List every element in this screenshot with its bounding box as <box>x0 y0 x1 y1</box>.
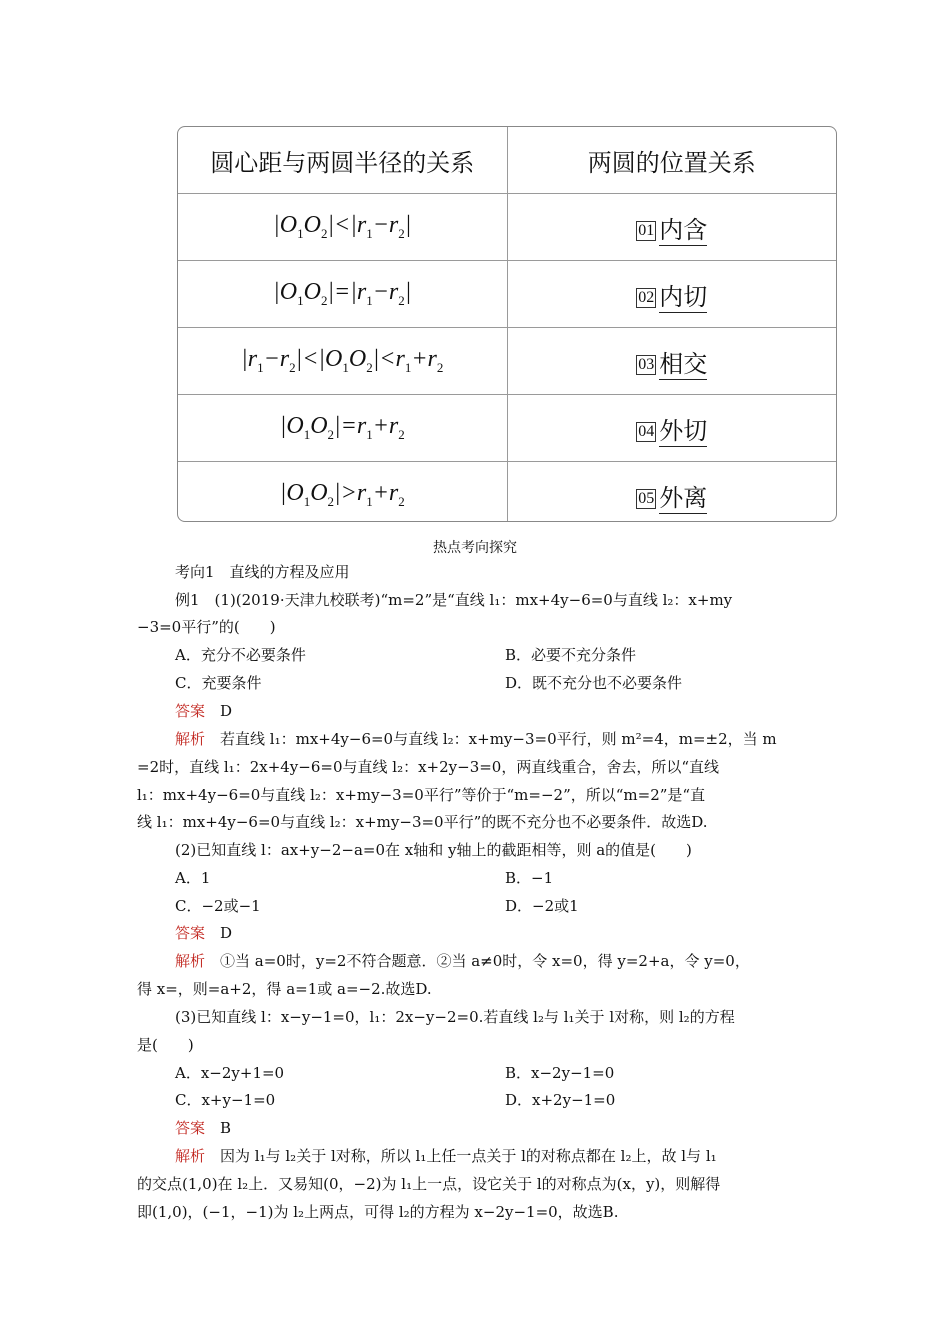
ex3-option-d: D．x+2y−1=0 <box>505 1091 616 1109</box>
ex3-analysis-line1 <box>175 1146 717 1166</box>
table-row <box>178 328 836 395</box>
ex1-option-b: B．必要不充分条件 <box>505 646 637 664</box>
answer-label: 答案 <box>175 1119 206 1137</box>
table-row <box>178 395 836 462</box>
ex3-option-b: B．x−2y−1=0 <box>505 1064 615 1082</box>
table-row <box>178 194 836 261</box>
relation-label: 外离 <box>659 483 708 512</box>
answer-value: D <box>220 702 233 720</box>
table-header-distance: 圆心距与两圆半径的关系 <box>178 127 507 194</box>
analysis-label: 解析 <box>175 730 206 748</box>
analysis-label: 解析 <box>175 952 206 970</box>
ex2-analysis-line2: 得 x=，则=a+2，得 a=1或 a=−2.故选D. <box>137 980 432 998</box>
answer-label: 答案 <box>175 924 206 942</box>
relation-label: 内含 <box>659 215 708 244</box>
ex1-question-line2: −3=0平行”的( ) <box>137 618 276 636</box>
relation-cell <box>507 328 836 395</box>
ex2-analysis-line1 <box>175 951 750 971</box>
ex3-analysis-line2: 的交点(1,0)在 l₂上．又易知(0，−2)为 l₁上一点，设它关于 l的对称点为(x，y)，则解得 <box>137 1175 721 1193</box>
ex1-question-line1: 例1 (1)(2019·天津九校联考)“m=2”是“直线 l₁：mx+4y−6=0与直线 l₂：x+my <box>175 591 733 609</box>
direction-heading: 考向1 直线的方程及应用 <box>175 563 350 581</box>
relation-cell <box>507 194 836 261</box>
relation-cell <box>507 462 836 523</box>
ex1-analysis-line2: =2时，直线 l₁：2x+4y−6=0与直线 l₂：x+2y−3=0，两直线重合，舍去，所以“直线 <box>137 758 720 776</box>
analysis-label: 解析 <box>175 1147 206 1165</box>
blank-number: 03 <box>638 355 655 373</box>
ex2-question-line1: (2)已知直线 l：ax+y−2−a=0在 x轴和 y轴上的截距相等，则 a的值是( ) <box>175 841 692 859</box>
ex3-option-c: C．x+y−1=0 <box>175 1091 276 1109</box>
relation-cell <box>507 261 836 328</box>
relation-label: 相交 <box>659 349 708 378</box>
table-row <box>178 261 836 328</box>
ex3-answer <box>175 1118 231 1138</box>
table-row <box>178 462 836 523</box>
section-title: 热点考向探究 <box>433 540 517 556</box>
ex1-analysis-line4: 线 l₁：mx+4y−6=0与直线 l₂：x+my−3=0平行”的既不充分也不必要条件．故选D. <box>137 813 708 831</box>
ex2-option-a: A．1 <box>175 869 211 887</box>
relation-table <box>177 126 837 522</box>
relation-label: 内切 <box>659 282 708 311</box>
formula-cell: $|r_1-r_2|<|O_1O_2|<r_1+r_2$ <box>178 328 507 395</box>
ex3-option-a: A．x−2y+1=0 <box>175 1064 285 1082</box>
ex1-option-c: C．充要条件 <box>175 674 262 692</box>
ex1-option-a: A．充分不必要条件 <box>175 646 306 664</box>
analysis-text: 若直线 l₁：mx+4y−6=0与直线 l₂：x+my−3=0平行，则 m²=4，m=±2，当 m <box>220 730 777 748</box>
formula-cell: $|O_1O_2|=|r_1-r_2|$ <box>178 261 507 328</box>
blank-number: 05 <box>638 489 655 507</box>
answer-value: B <box>220 1119 232 1137</box>
ex1-analysis-line3: l₁：mx+4y−6=0与直线 l₂：x+my−3=0平行”等价于“m=−2”，所以“m=2”是“直 <box>137 786 706 804</box>
ex2-option-b: B．−1 <box>505 869 554 887</box>
blank-number: 01 <box>638 221 655 239</box>
ex2-option-c: C．−2或−1 <box>175 897 261 915</box>
formula-cell: $|O_1O_2|<|r_1-r_2|$ <box>178 194 507 261</box>
ex2-answer <box>175 923 232 943</box>
ex3-question-line1: (3)已知直线 l：x−y−1=0，l₁：2x−y−2=0.若直线 l₂与 l₁关于 l对称，则 l₂的方程 <box>175 1008 735 1026</box>
formula-cell: $|O_1O_2|>r_1+r_2$ <box>178 462 507 523</box>
table-header-position: 两圆的位置关系 <box>507 127 836 194</box>
formula-cell: $|O_1O_2|=r_1+r_2$ <box>178 395 507 462</box>
ex3-question-line2: 是( ) <box>137 1036 194 1054</box>
analysis-text: ①当 a=0时，y=2不符合题意．②当 a≠0时，令 x=0，得 y=2+a，令 y=0， <box>220 952 750 970</box>
answer-label: 答案 <box>175 702 206 720</box>
ex1-answer <box>175 701 232 721</box>
answer-value: D <box>220 924 233 942</box>
relation-label: 外切 <box>659 416 708 445</box>
relation-cell <box>507 395 836 462</box>
ex3-analysis-line3: 即(1,0)，(−1，−1)为 l₂上两点，可得 l₂的方程为 x−2y−1=0，故选B. <box>137 1203 619 1221</box>
ex1-option-d: D．既不充分也不必要条件 <box>505 674 683 692</box>
ex1-analysis-line1 <box>175 729 777 749</box>
analysis-text: 因为 l₁与 l₂关于 l对称，所以 l₁上任一点关于 l的对称点都在 l₂上，故 l与 l₁ <box>220 1147 717 1165</box>
ex2-option-d: D．−2或1 <box>505 897 579 915</box>
blank-number: 04 <box>638 422 655 440</box>
blank-number: 02 <box>638 288 655 306</box>
